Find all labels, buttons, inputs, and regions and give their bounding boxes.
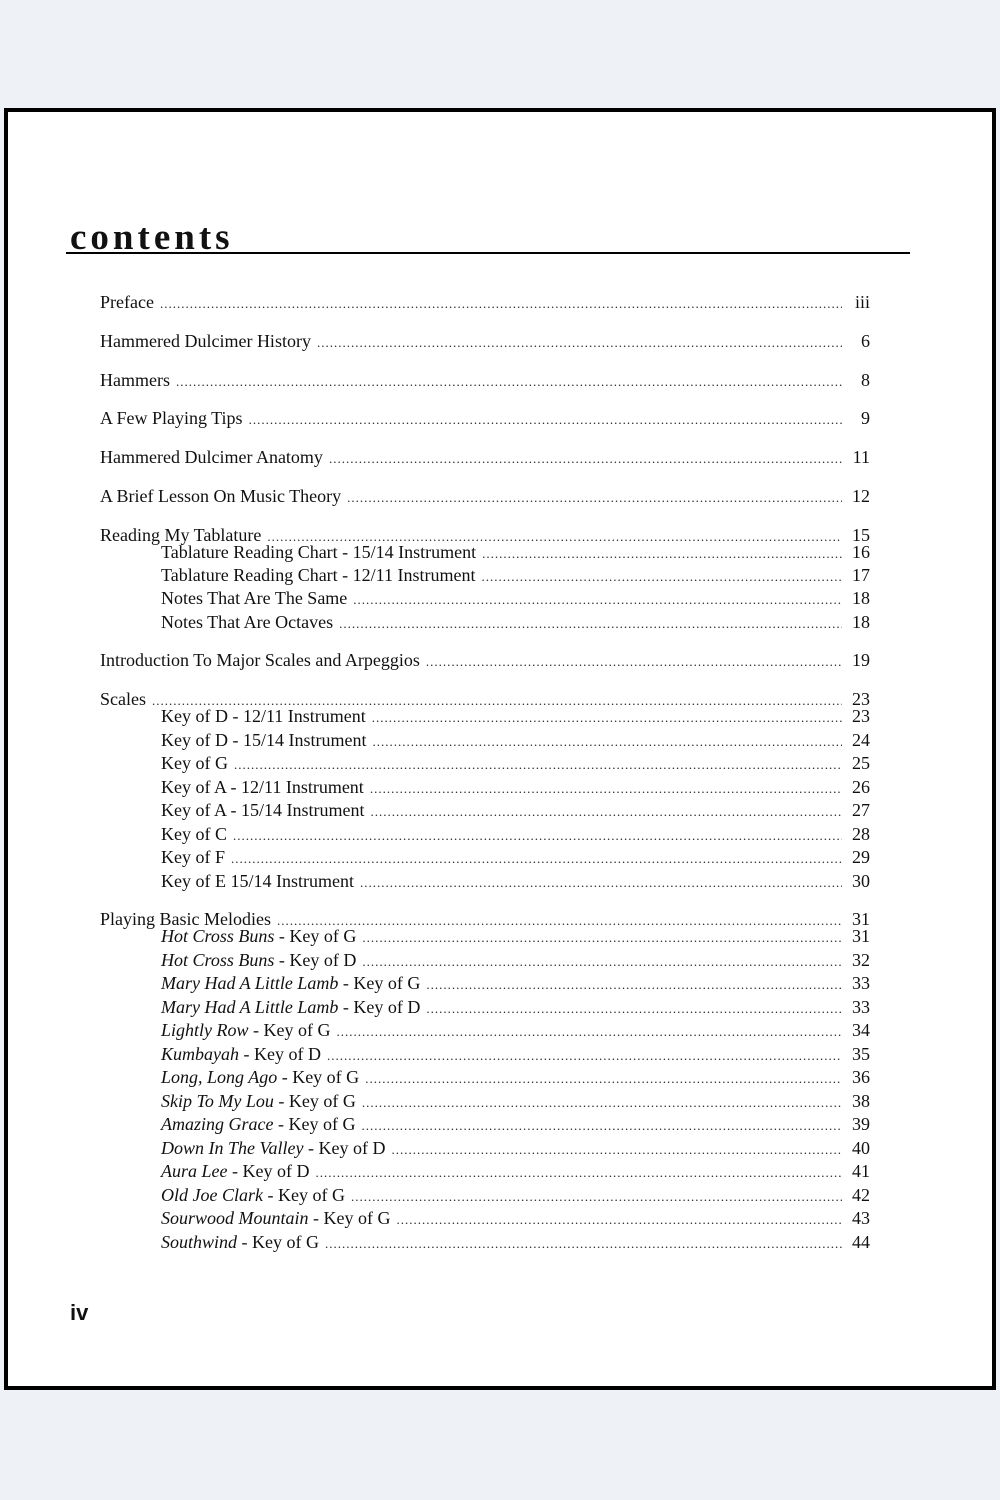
toc-entry-page-number: 15 <box>852 525 870 545</box>
toc-entry-page-number: 42 <box>852 1185 870 1205</box>
toc-entry-label <box>161 1018 337 1042</box>
dot-leader <box>337 1020 843 1044</box>
toc-entry-label: Preface <box>100 292 154 312</box>
toc-entry-label: Key of A - 12/11 Instrument <box>161 777 364 797</box>
toc-entry <box>161 704 870 728</box>
toc-entry-label: Notes That Are Octaves <box>161 612 334 632</box>
toc-entry <box>161 1042 870 1066</box>
toc-entry-song-title: Long, Long Ago <box>161 1067 278 1087</box>
toc-entry-label <box>161 1159 315 1183</box>
dot-leader <box>315 1161 842 1185</box>
toc-entry-key: - Key of D <box>274 950 357 970</box>
table-of-contents <box>8 112 992 1386</box>
toc-entry-song-title: Old Joe Clark <box>161 1185 263 1205</box>
dot-leader <box>365 1067 842 1091</box>
toc-entry <box>161 1183 870 1207</box>
dot-leader <box>397 1208 843 1232</box>
toc-entry <box>161 1159 870 1183</box>
dot-leader <box>231 847 842 871</box>
toc-entry-label: Introduction To Major Scales and Arpeggios <box>100 650 420 670</box>
toc-entry-key: - Key of G <box>273 1091 356 1111</box>
toc-entry <box>161 1136 870 1160</box>
toc-entry <box>161 751 870 775</box>
toc-entry-page-number: 43 <box>852 1208 870 1228</box>
dot-leader <box>372 706 842 730</box>
dot-leader <box>347 486 842 510</box>
dot-leader <box>426 973 842 997</box>
toc-entry-song-title: Sourwood Mountain <box>161 1208 309 1228</box>
toc-entry-page-number: 18 <box>852 588 870 608</box>
toc-entry-page-number: 26 <box>852 777 870 797</box>
dot-leader <box>329 447 842 471</box>
toc-entry-key: - Key of D <box>227 1161 310 1181</box>
toc-entry-label: Key of E 15/14 Instrument <box>161 871 354 891</box>
toc-entry-page-number: 19 <box>852 650 870 670</box>
toc-entry <box>161 540 870 564</box>
toc-entry-song-title: Mary Had A Little Lamb <box>161 973 339 993</box>
toc-entry <box>161 1065 870 1089</box>
toc-entry-label: Key of G <box>161 753 228 773</box>
toc-entry-label <box>161 995 426 1019</box>
toc-entry-page-number: 12 <box>852 486 870 506</box>
dot-leader <box>234 753 842 777</box>
toc-entry-song-title: Amazing Grace <box>161 1114 274 1134</box>
toc-entry-label: Reading My Tablature <box>100 525 262 545</box>
dot-leader <box>317 331 842 355</box>
toc-entry-label: Key of C <box>161 824 227 844</box>
toc-entry-label: A Few Playing Tips <box>100 408 243 428</box>
toc-entry-key: - Key of G <box>273 1114 356 1134</box>
toc-entry <box>100 290 870 314</box>
toc-entry-page-number: 35 <box>852 1044 870 1064</box>
toc-entry-song-title: Mary Had A Little Lamb <box>161 997 339 1017</box>
toc-entry-page-number: 9 <box>861 408 870 428</box>
dot-leader <box>353 588 842 612</box>
toc-entry-page-number: 18 <box>852 612 870 632</box>
toc-entry-page-number: 6 <box>861 331 870 351</box>
toc-entry-key: - Key of G <box>262 1185 345 1205</box>
toc-entry <box>161 798 870 822</box>
toc-entry <box>100 445 870 469</box>
toc-entry-page-number: 31 <box>852 909 870 929</box>
toc-entry-label: Notes That Are The Same <box>161 588 348 608</box>
toc-entry-key: - Key of G <box>237 1232 319 1252</box>
toc-entry-label <box>161 1206 397 1230</box>
toc-entry-song-title: Hot Cross Buns <box>161 926 275 946</box>
toc-entry-page-number: 34 <box>852 1020 870 1040</box>
dot-leader <box>370 800 842 824</box>
toc-entry-page-number: 33 <box>852 997 870 1017</box>
toc-entry-page-number: 41 <box>852 1161 870 1181</box>
dot-leader <box>325 1232 842 1256</box>
toc-entry-song-title: Southwind <box>161 1232 238 1252</box>
toc-entry <box>100 406 870 430</box>
toc-entry <box>161 1230 870 1254</box>
toc-entry <box>161 610 870 634</box>
toc-entry-label <box>161 971 426 995</box>
toc-entry-label <box>161 948 362 972</box>
toc-entry-key: - Key of D <box>303 1138 386 1158</box>
toc-entry-page-number: 33 <box>852 973 870 993</box>
toc-entry-page-number: 36 <box>852 1067 870 1087</box>
toc-entry <box>161 728 870 752</box>
toc-entry-page-number: 24 <box>852 730 870 750</box>
toc-entry <box>161 1018 870 1042</box>
toc-entry <box>100 368 870 392</box>
toc-entry-label: Key of A - 15/14 Instrument <box>161 800 365 820</box>
toc-entry-label <box>161 1089 362 1113</box>
toc-entry <box>161 971 870 995</box>
toc-entry <box>161 822 870 846</box>
toc-entry-label <box>161 1042 327 1066</box>
dot-leader <box>160 292 842 316</box>
toc-entry <box>100 484 870 508</box>
toc-entry-page-number: 38 <box>852 1091 870 1111</box>
toc-entry-label <box>161 1230 325 1254</box>
dot-leader <box>362 926 842 950</box>
toc-entry-label: Key of D - 15/14 Instrument <box>161 730 367 750</box>
toc-entry-page-number: 28 <box>852 824 870 844</box>
toc-entry-label <box>161 1183 351 1207</box>
toc-entry-label <box>161 1112 361 1136</box>
toc-entry-page-number: 29 <box>852 847 870 867</box>
toc-entry-label <box>161 924 362 948</box>
toc-entry-page-number: 39 <box>852 1114 870 1134</box>
toc-entry-song-title: Skip To My Lou <box>161 1091 274 1111</box>
dot-leader <box>360 871 842 895</box>
page-number-folio: iv <box>70 1300 89 1325</box>
toc-entry-page-number: 16 <box>852 542 870 562</box>
dot-leader <box>361 1114 842 1138</box>
dot-leader <box>426 650 842 674</box>
toc-entry-key: - Key of D <box>239 1044 321 1064</box>
toc-entry-label: Hammered Dulcimer History <box>100 331 311 351</box>
toc-entry <box>161 995 870 1019</box>
toc-entry <box>161 869 870 893</box>
toc-entry-song-title: Hot Cross Buns <box>161 950 275 970</box>
toc-entry <box>161 1112 870 1136</box>
toc-entry-label: Key of D - 12/11 Instrument <box>161 706 366 726</box>
page-title: contents <box>70 217 234 258</box>
toc-entry <box>161 924 870 948</box>
toc-entry-page-number: 30 <box>852 871 870 891</box>
toc-entry-page-number: 44 <box>852 1232 870 1252</box>
toc-entry-label: Key of F <box>161 847 225 867</box>
toc-entry-label <box>161 1136 391 1160</box>
toc-entry-song-title: Down In The Valley <box>161 1138 304 1158</box>
dot-leader <box>339 612 842 636</box>
toc-entry-page-number: 23 <box>852 689 870 709</box>
toc-entry <box>161 1089 870 1113</box>
toc-entry <box>161 948 870 972</box>
toc-entry-label: A Brief Lesson On Music Theory <box>100 486 342 506</box>
toc-entry <box>161 845 870 869</box>
toc-entry-page-number: 11 <box>852 447 870 467</box>
toc-entry-label: Scales <box>100 689 146 709</box>
toc-entry-key: - Key of G <box>308 1208 391 1228</box>
document-page <box>4 108 996 1390</box>
toc-entry <box>100 329 870 353</box>
toc-entry-page-number: 23 <box>852 706 870 726</box>
toc-entry-page-number: 27 <box>852 800 870 820</box>
toc-entry-song-title: Kumbayah <box>161 1044 239 1064</box>
toc-entry <box>161 1206 870 1230</box>
toc-entry-page-number: 17 <box>852 565 870 585</box>
toc-entry <box>161 563 870 587</box>
toc-entry-song-title: Aura Lee <box>161 1161 228 1181</box>
toc-entry <box>100 648 870 672</box>
toc-entry-key: - Key of G <box>338 973 421 993</box>
toc-entry-key: - Key of D <box>338 997 421 1017</box>
toc-entry-key: - Key of G <box>274 926 357 946</box>
toc-entry-song-title: Lightly Row <box>161 1020 249 1040</box>
dot-leader <box>176 370 842 394</box>
toc-entry-page-number: iii <box>854 292 870 312</box>
toc-entry <box>161 775 870 799</box>
toc-entry-label <box>161 1065 365 1089</box>
toc-entry-label: Tablature Reading Chart - 12/11 Instrument <box>161 565 476 585</box>
toc-entry-page-number: 25 <box>852 753 870 773</box>
toc-entry-page-number: 40 <box>852 1138 870 1158</box>
toc-entry-label: Hammers <box>100 370 170 390</box>
toc-entry-page-number: 31 <box>852 926 870 946</box>
toc-entry-label: Hammered Dulcimer Anatomy <box>100 447 323 467</box>
toc-entry-label: Tablature Reading Chart - 15/14 Instrument <box>161 542 477 562</box>
dot-leader <box>249 408 842 432</box>
toc-entry-key: - Key of G <box>277 1067 360 1087</box>
toc-entry-label: Playing Basic Melodies <box>100 909 271 929</box>
toc-entry <box>161 586 870 610</box>
toc-entry-page-number: 8 <box>861 370 870 390</box>
toc-entry-key: - Key of G <box>248 1020 331 1040</box>
toc-entry-page-number: 32 <box>852 950 870 970</box>
